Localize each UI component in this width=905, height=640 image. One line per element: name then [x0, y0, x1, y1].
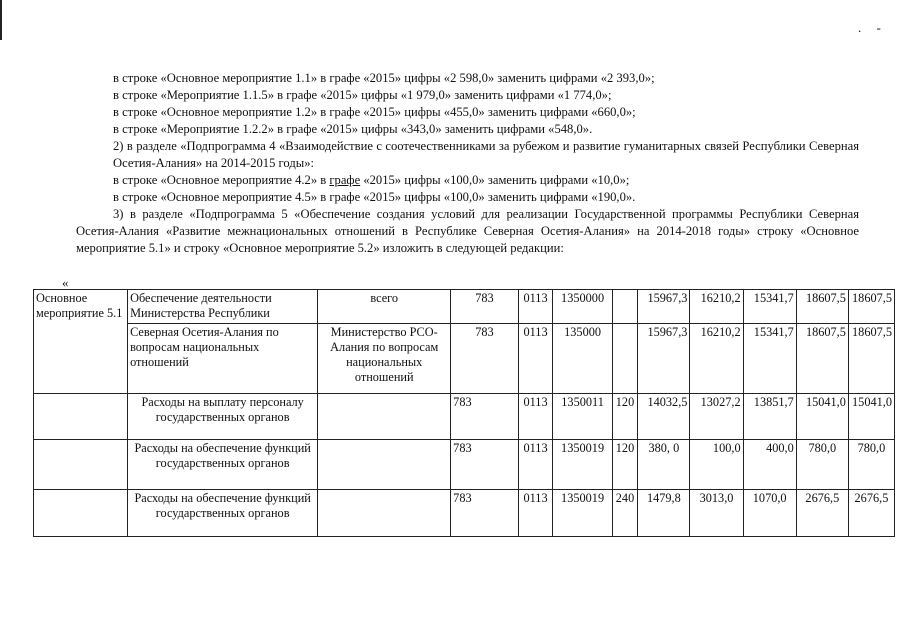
vr-cell: 120 — [612, 440, 638, 490]
table-row-ministry — [34, 324, 895, 394]
rzpr-cell: 0113 — [518, 490, 553, 537]
y2014-cell: 1479,8 — [638, 490, 690, 537]
vr-cell — [612, 290, 638, 324]
amend-line-1-2: в строке «Основное мероприятие 1.2» в графе «2015» цифры «455,0» заменить цифрами «660,0»; — [113, 105, 636, 119]
table-row-total — [34, 290, 895, 324]
vr-cell: 240 — [612, 490, 638, 537]
grbs-cell: 783 — [451, 394, 518, 440]
table-row-personnel — [34, 394, 895, 440]
rzpr-cell: 0113 — [518, 394, 553, 440]
y2018-cell: 18607,5 — [848, 290, 894, 324]
y2016-cell: 13851,7 — [743, 394, 796, 440]
amend-line-4-2 — [113, 172, 863, 189]
executor-cell — [318, 490, 451, 537]
main-name-cell-2: Северная Осетия-Алания по вопросам национальных отношений — [128, 324, 318, 394]
expense-name-cell: Расходы на выплату персоналу государственных органов — [128, 394, 318, 440]
amend-line-4-5: в строке «Основное мероприятие 4.5» в графе «2015» цифры «100,0» заменить цифрами «190,0». — [113, 190, 636, 204]
line-4-2-part-a: в строке «Основное мероприятие 4.2» в — [113, 173, 330, 187]
y2017-cell: 15041,0 — [796, 394, 848, 440]
y2016-cell: 400,0 — [743, 440, 796, 490]
y2016-cell: 1070,0 — [743, 490, 796, 537]
csr-cell: 1350011 — [553, 394, 612, 440]
item-3-paragraph — [76, 206, 859, 258]
y2018-cell: 15041,0 — [848, 394, 894, 440]
y2018-cell: 780,0 — [848, 440, 894, 490]
opening-quote: « — [62, 275, 69, 290]
executor-cell: всего — [318, 290, 451, 324]
y2017-cell: 2676,5 — [796, 490, 848, 537]
rzpr-cell: 0113 — [518, 290, 553, 324]
expense-name-cell: Расходы на обеспечение функций государственных органов — [128, 490, 318, 537]
amend-line-1-1-5: в строке «Мероприятие 1.1.5» в графе «2015» цифры «1 979,0» заменить цифрами «1 774,0»; — [113, 88, 612, 102]
csr-cell: 1350019 — [553, 490, 612, 537]
empty-head-cell — [34, 394, 128, 440]
grbs-cell: 783 — [451, 440, 518, 490]
y2018-cell: 18607,5 — [848, 324, 894, 394]
y2016-cell: 15341,7 — [743, 324, 796, 394]
y2016-cell: 15341,7 — [743, 290, 796, 324]
y2015-cell: 100,0 — [690, 440, 743, 490]
grbs-cell: 783 — [451, 490, 518, 537]
main-name-cell-1: Обеспечение деятельности Министерства Республики — [128, 290, 318, 324]
table-row-functions-120 — [34, 440, 895, 490]
row-head-cell: Основное мероприятие 5.1 — [34, 290, 128, 394]
y2014-cell: 14032,5 — [638, 394, 690, 440]
amend-line-1-1: в строке «Основное мероприятие 1.1» в графе «2015» цифры «2 598,0» заменить цифрами «2 393,0»; — [113, 71, 655, 85]
y2014-cell: 15967,3 — [638, 324, 690, 394]
csr-cell: 1350000 — [553, 290, 612, 324]
csr-cell: 1350019 — [553, 440, 612, 490]
y2017-cell: 18607,5 — [796, 324, 848, 394]
y2015-cell: 16210,2 — [690, 290, 743, 324]
csr-cell: 135000 — [553, 324, 612, 394]
vr-cell: 120 — [612, 394, 638, 440]
rzpr-cell: 0113 — [518, 440, 553, 490]
y2015-cell: 3013,0 — [690, 490, 743, 537]
y2015-cell: 13027,2 — [690, 394, 743, 440]
item-2-paragraph — [113, 138, 859, 172]
table-row-functions-240 — [34, 490, 895, 537]
page-edge-mark — [0, 0, 2, 40]
item-2-text: 2) в разделе «Подпрограмма 4 «Взаимодействие с соотечественниками за рубежом и развитие гуманитарных связей Республики Северная Осетия-Алания» на 2014-2015 годы»: — [113, 139, 859, 171]
executor-cell: Министерство РСО-Алания по вопросам национальных отношений — [318, 324, 451, 394]
executor-cell — [318, 440, 451, 490]
program-table — [33, 289, 895, 537]
y2014-cell: 380, 0 — [638, 440, 690, 490]
executor-cell — [318, 394, 451, 440]
amend-line-1-2-2: в строке «Мероприятие 1.2.2» в графе «2015» цифры «343,0» заменить цифрами «548,0». — [113, 122, 593, 136]
y2014-cell: 15967,3 — [638, 290, 690, 324]
expense-name-cell: Расходы на обеспечение функций государственных органов — [128, 440, 318, 490]
grbs-cell: 783 — [451, 290, 518, 324]
corner-dots: . - — [858, 20, 887, 35]
y2017-cell: 18607,5 — [796, 290, 848, 324]
vr-cell — [612, 324, 638, 394]
y2017-cell: 780,0 — [796, 440, 848, 490]
empty-head-cell — [34, 440, 128, 490]
y2018-cell: 2676,5 — [848, 490, 894, 537]
item-3-text: 3) в разделе «Подпрограмма 5 «Обеспечение создания условий для реализации Государственной программы Республики Северная Осетия-Алания «Развитие межнациональных отношений в Республике Северная Осетия-Алания» на 2014-2018 годы» строку «Основное мероприятие 5.1» и строку «Основное мероприятие 5.2» изложить в следующей редакции: — [76, 207, 859, 256]
grbs-cell: 783 — [451, 324, 518, 394]
line-4-2-part-c: «2015» цифры «100,0» заменить цифрами «10,0»; — [360, 173, 630, 187]
rzpr-cell: 0113 — [518, 324, 553, 394]
y2015-cell: 16210,2 — [690, 324, 743, 394]
empty-head-cell — [34, 490, 128, 537]
line-4-2-underlined: графе — [329, 173, 361, 187]
